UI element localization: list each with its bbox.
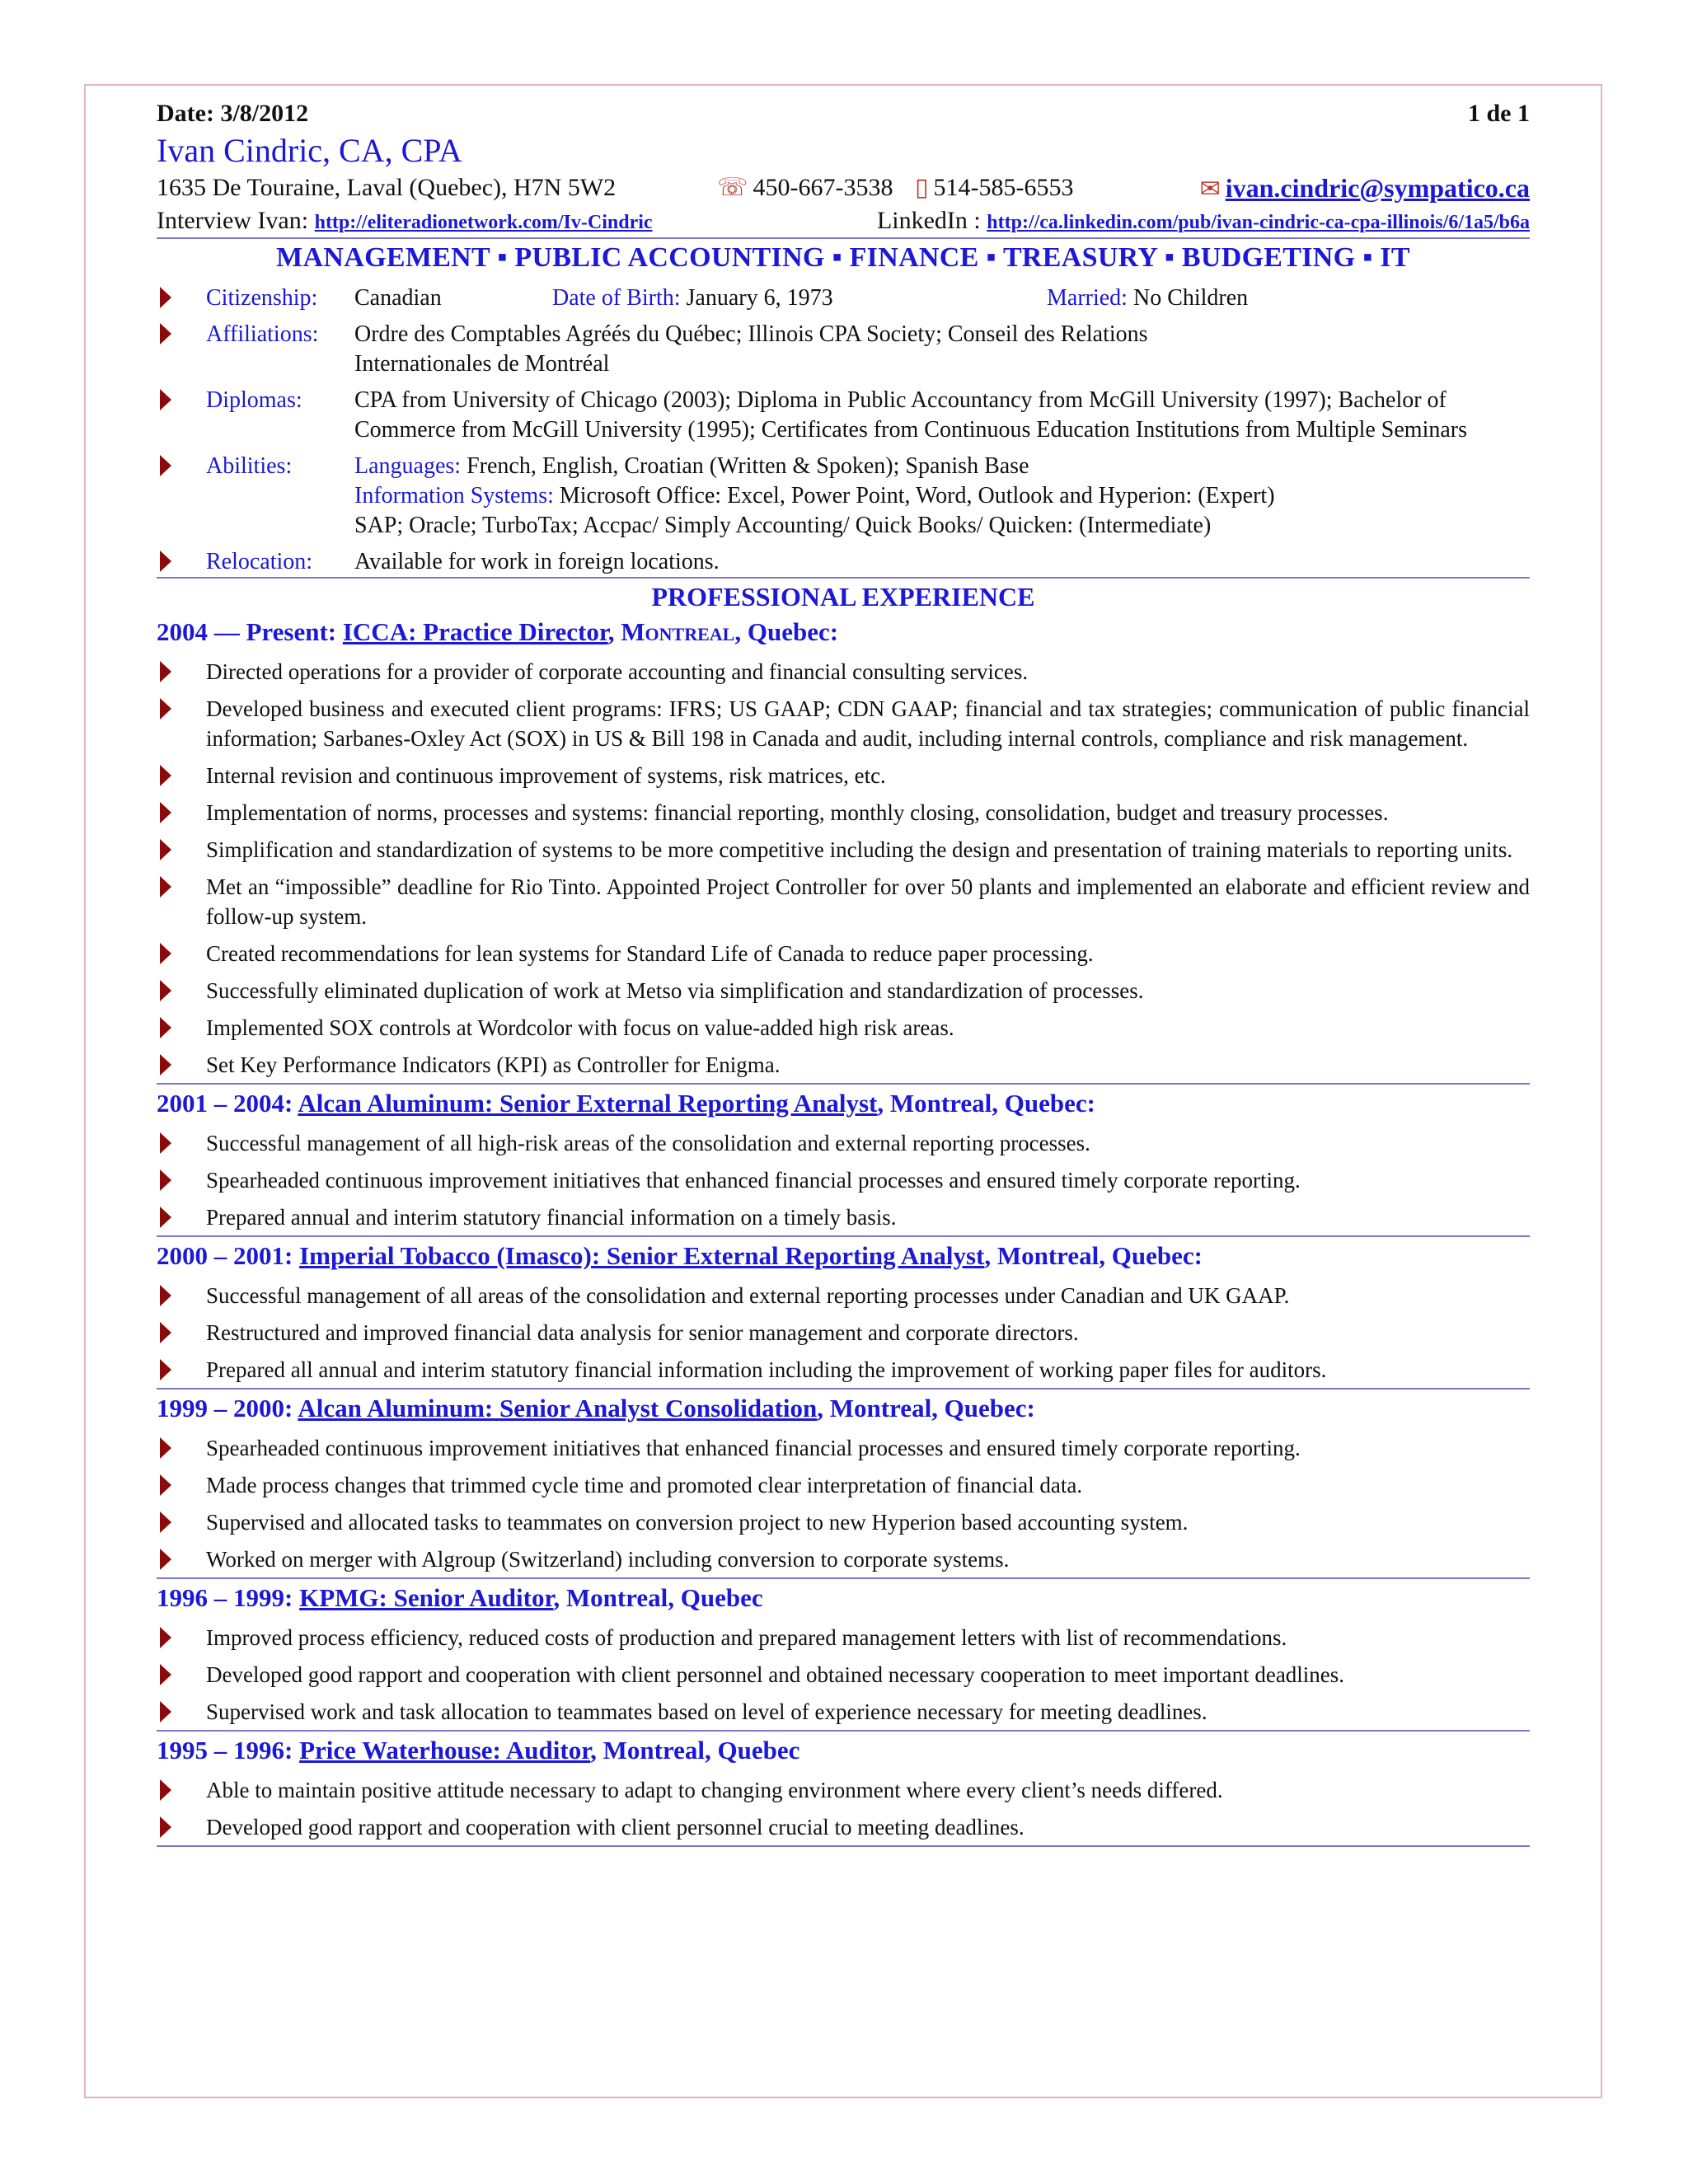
bullet-text: Implemented SOX controls at Wordcolor with focus on value-added high risk areas. [206, 1015, 954, 1040]
information-systems-intermediate: SAP; Oracle; TurboTax; Accpac/ Simply Accounting/ Quick Books/ Quicken: (Intermediate) [354, 513, 1212, 538]
bullet-text: Made process changes that trimmed cycle time and promoted clear interpretation of financial data. [206, 1473, 1083, 1497]
divider [157, 1730, 1530, 1732]
bullet-text: Prepared all annual and interim statutory financial information including the improvement of working paper files for auditors. [206, 1357, 1327, 1382]
bullet-text: Developed good rapport and cooperation with client personnel and obtained necessary cooperation to meet important deadlines. [206, 1662, 1345, 1687]
divider [157, 1577, 1530, 1579]
job-entry [157, 1391, 1530, 1579]
bullet-arrow-icon [160, 1169, 171, 1191]
job-entry [157, 1086, 1530, 1237]
candidate-name: Ivan Cindric, CA, CPA [157, 132, 462, 169]
bullet-arrow-icon [160, 1322, 171, 1343]
bullet-arrow-icon [160, 1474, 171, 1496]
bullet-text: Supervised work and task allocation to teammates based on level of experience necessary for meeting deadlines. [206, 1699, 1207, 1724]
married-value: No Children [1132, 285, 1249, 311]
bullet-arrow-icon [160, 455, 171, 476]
experience-list [157, 615, 1530, 1847]
divider [157, 1388, 1530, 1390]
bullet-arrow-icon [160, 1359, 171, 1380]
bullet-arrow-icon [160, 1779, 171, 1801]
bullet-arrow-icon [160, 876, 171, 898]
job-bullets [157, 1775, 1530, 1842]
list-item [157, 694, 1530, 753]
bullet-text: Improved process efficiency, reduced costs of production and prepared management letters with list of recommendations. [206, 1625, 1287, 1650]
list-item [157, 1812, 1530, 1842]
job-title: KPMG: Senior Auditor [299, 1583, 554, 1612]
affiliations-row [157, 320, 1530, 379]
dob-value: January 6, 1973 [686, 285, 833, 311]
bullet-arrow-icon [160, 1285, 171, 1306]
bullet-text: Met an “impossible” deadline for Rio Tinto. Appointed Project Controller for over 50 plants and implemented an elaborate and efficient review and follow-up system. [206, 874, 1530, 929]
bullet-arrow-icon [160, 1017, 171, 1038]
job-title: Imperial Tobacco (Imasco): Senior External Reporting Analyst [299, 1241, 985, 1270]
list-item [157, 1433, 1530, 1463]
bullet-arrow-icon [160, 1701, 171, 1722]
bullet-arrow-icon [160, 980, 171, 1001]
bullet-arrow-icon [160, 839, 171, 860]
list-item [157, 798, 1530, 827]
job-bullets [157, 1433, 1530, 1574]
job-entry [157, 1733, 1530, 1847]
job-region: , Quebec: [734, 617, 839, 646]
job-bullets [157, 1281, 1530, 1385]
mobile-phone-icon: ▯ [915, 174, 929, 201]
affiliations-label: Affiliations: [206, 321, 319, 347]
address: 1635 De Touraine, Laval (Quebec), H7N 5W2 [157, 174, 617, 201]
bullet-text: Simplification and standardization of systems to be more competitive including the design and presentation of training materials to reporting units. [206, 837, 1513, 862]
bullet-text: Able to maintain positive attitude necessary to adapt to changing environment where every client’s needs differed. [206, 1778, 1223, 1802]
bullet-text: Spearheaded continuous improvement initiatives that enhanced financial processes and ensured timely corporate reporting. [206, 1168, 1301, 1193]
job-bullets [157, 1623, 1530, 1727]
bullet-text: Spearheaded continuous improvement initiatives that enhanced financial processes and ensured timely corporate reporting. [206, 1436, 1301, 1460]
resume-content [157, 97, 1530, 1849]
information-systems-label: Information Systems: [354, 483, 554, 509]
bullet-arrow-icon [160, 943, 171, 964]
job-bullets [157, 1128, 1530, 1232]
bullet-text: Internal revision and continuous improvement of systems, risk matrices, etc. [206, 763, 886, 788]
email [1200, 171, 1530, 206]
bullet-arrow-icon [160, 389, 171, 410]
diplomas-label: Diplomas: [206, 387, 302, 413]
bullet-arrow-icon [160, 1437, 171, 1459]
links-row [157, 204, 1530, 237]
list-item [157, 657, 1530, 687]
list-item [157, 1470, 1530, 1500]
list-item [157, 1050, 1530, 1080]
job-title: ICCA: Practice Director [342, 617, 608, 646]
job-title: Alcan Aluminum: Senior Analyst Consolidation [298, 1394, 818, 1422]
job-period: 1995 – 1996: [157, 1736, 293, 1765]
list-item [157, 1507, 1530, 1537]
bullet-text: Directed operations for a provider of corporate accounting and financial consulting services. [206, 659, 1029, 684]
bullet-text: Set Key Performance Indicators (KPI) as Controller for Enigma. [206, 1052, 781, 1077]
list-item [157, 1623, 1530, 1652]
list-item [157, 1281, 1530, 1310]
date-row [157, 97, 1530, 130]
job-bullets [157, 657, 1530, 1080]
list-item [157, 1544, 1530, 1574]
relocation-label: Relocation: [206, 549, 313, 574]
interview [157, 204, 653, 239]
languages-label: Languages: [354, 453, 462, 479]
bullet-text: Worked on merger with Algroup (Switzerland) including conversion to corporate systems. [206, 1547, 1010, 1572]
bullet-arrow-icon [160, 551, 171, 572]
divider [157, 1845, 1530, 1847]
list-item [157, 1355, 1530, 1385]
phone-2-number: 514-585-6553 [933, 174, 1074, 201]
abilities-label: Abilities: [206, 453, 293, 479]
bullet-arrow-icon [160, 1627, 171, 1648]
job-location: , Montreal, Quebec: [877, 1089, 1095, 1118]
list-item [157, 1165, 1530, 1195]
bullet-text: Supervised and allocated tasks to teammates on conversion project to new Hyperion based accounting system. [206, 1510, 1189, 1535]
job-location: , Montreal, Quebec: [984, 1241, 1203, 1270]
job-city: Montreal [621, 617, 735, 646]
job-entry [157, 1581, 1530, 1732]
job-entry [157, 615, 1530, 1085]
languages-line [354, 452, 1530, 481]
bullet-arrow-icon [160, 661, 171, 682]
list-item [157, 1202, 1530, 1232]
citizenship-row [157, 284, 1530, 313]
job-header [157, 1581, 1530, 1615]
linkedin-link[interactable]: http://ca.linkedin.com/pub/ivan-cindric-ca-cpa-illinois/6/1a5/b6a [987, 212, 1530, 233]
citizenship-label: Citizenship: [206, 285, 318, 311]
list-item [157, 939, 1530, 968]
bullet-arrow-icon [160, 1816, 171, 1838]
interview-link[interactable]: http://eliteradionetwork.com/Iv-Cindric [314, 212, 653, 233]
list-item [157, 1128, 1530, 1158]
job-header [157, 1391, 1530, 1426]
bullet-text: Successful management of all high-risk areas of the consolidation and external reporting processes. [206, 1131, 1090, 1155]
job-period: 2000 – 2001: [157, 1241, 293, 1270]
phone-1-number: 450-667-3538 [753, 174, 893, 201]
interview-label: Interview Ivan: [157, 207, 309, 234]
bullet-text: Successful management of all areas of the consolidation and external reporting processes under Canadian and UK GAAP. [206, 1283, 1290, 1308]
bullet-text: Implementation of norms, processes and systems: financial reporting, monthly closing, consolidation, budget and treasury processes. [206, 800, 1389, 825]
document-date: Date: 3/8/2012 [157, 100, 309, 127]
phone-icon: ☏ [717, 174, 748, 201]
relocation-value: Available for work in foreign locations. [354, 549, 720, 574]
phone-1 [717, 171, 893, 204]
information-systems-line [354, 481, 1530, 511]
bullet-text: Successfully eliminated duplication of work at Metso via simplification and standardization of processes. [206, 978, 1144, 1003]
bullet-text: Created recommendations for lean systems for Standard Life of Canada to reduce paper processing. [206, 941, 1094, 966]
bullet-arrow-icon [160, 765, 171, 786]
list-item [157, 1775, 1530, 1805]
dob-label: Date of Birth: [552, 285, 681, 311]
job-location: , Montreal, Quebec [590, 1736, 800, 1765]
list-item [157, 761, 1530, 790]
bullet-text: Developed good rapport and cooperation with client personnel crucial to meeting deadlines. [206, 1815, 1025, 1840]
married-label: Married: [1047, 285, 1128, 311]
divider [157, 1235, 1530, 1237]
list-item [157, 835, 1530, 865]
bullet-arrow-icon [160, 698, 171, 719]
job-location: , Montreal, Quebec [553, 1583, 763, 1612]
bullet-arrow-icon [160, 1207, 171, 1228]
job-period: 1996 – 1999: [157, 1583, 293, 1612]
citizenship-values [354, 284, 1530, 313]
job-period: 2004 — Present: [157, 617, 337, 646]
experience-title: PROFESSIONAL EXPERIENCE [651, 582, 1035, 612]
job-entry [157, 1239, 1530, 1390]
bullet-arrow-icon [160, 1664, 171, 1685]
job-title: Alcan Aluminum: Senior External Reporting Analyst [298, 1089, 878, 1118]
married [1047, 284, 1248, 313]
abilities-value [354, 452, 1530, 541]
diplomas-row [157, 386, 1530, 445]
bullet-arrow-icon [160, 1132, 171, 1154]
bullet-arrow-icon [160, 287, 171, 308]
contact-row [157, 171, 1530, 204]
profile-section [157, 284, 1530, 577]
list-item [157, 1318, 1530, 1347]
phone-2 [915, 171, 1074, 204]
list-item [157, 976, 1530, 1005]
list-item [157, 1013, 1530, 1043]
email-icon: ✉ [1199, 176, 1221, 203]
job-period: 1999 – 2000: [157, 1394, 293, 1422]
dob [552, 284, 833, 313]
affiliations-value: Ordre des Comptables Agréés du Québec; Illinois CPA Society; Conseil des Relations Internationales de Montréal [354, 321, 1148, 377]
languages-value: French, English, Croatian (Written & Spoken); Spanish Base [467, 453, 1029, 479]
job-period: 2001 – 2004: [157, 1089, 293, 1118]
bullet-text: Prepared annual and interim statutory financial information on a timely basis. [206, 1205, 897, 1230]
headline: MANAGEMENT ▪ PUBLIC ACCOUNTING ▪ FINANCE ▪ TREASURY ▪ BUDGETING ▪ IT [276, 242, 1410, 273]
bullet-arrow-icon [160, 1549, 171, 1570]
citizenship-value: Canadian [354, 285, 442, 311]
job-header [157, 1733, 1530, 1768]
divider [157, 1083, 1530, 1085]
information-systems-expert: Microsoft Office: Excel, Power Point, Word, Outlook and Hyperion: (Expert) [559, 483, 1275, 509]
job-header: 2004 — Present: ICCA: Practice Director, Montreal, Quebec: [157, 617, 839, 646]
bullet-arrow-icon [160, 802, 171, 823]
bullet-arrow-icon [160, 323, 171, 344]
list-item [157, 1697, 1530, 1727]
page-number: 1 de 1 [1468, 100, 1530, 127]
linkedin-label: LinkedIn : [876, 207, 981, 234]
linkedin [877, 204, 1530, 239]
relocation-row [157, 547, 1530, 577]
email-link[interactable]: ivan.cindric@sympatico.ca [1225, 173, 1530, 203]
bullet-text: Developed business and executed client programs: IFRS; US GAAP; CDN GAAP; financial and tax strategies; communication of public financial information; Sarbanes-Oxley Act (SOX) in US & Bill 198 in Canada and audit, including internal controls, compliance and risk management. [206, 696, 1530, 751]
diplomas-value: CPA from University of Chicago (2003); Diploma in Public Accountancy from McGill University (1997); Bachelor of Commerce from McGill University (1995); Certificates from Continuous Education Institutions from Multiple Seminars [354, 387, 1468, 443]
bullet-text: Restructured and improved financial data analysis for senior management and corporate directors. [206, 1320, 1079, 1345]
job-header [157, 1086, 1530, 1121]
list-item [157, 872, 1530, 931]
job-title: Price Waterhouse: Auditor [299, 1736, 591, 1765]
bullet-arrow-icon [160, 1054, 171, 1076]
job-header [157, 1239, 1530, 1273]
job-location: , Montreal, Quebec: [817, 1394, 1035, 1422]
abilities-row [157, 452, 1530, 541]
list-item [157, 1660, 1530, 1690]
bullet-arrow-icon [160, 1511, 171, 1533]
